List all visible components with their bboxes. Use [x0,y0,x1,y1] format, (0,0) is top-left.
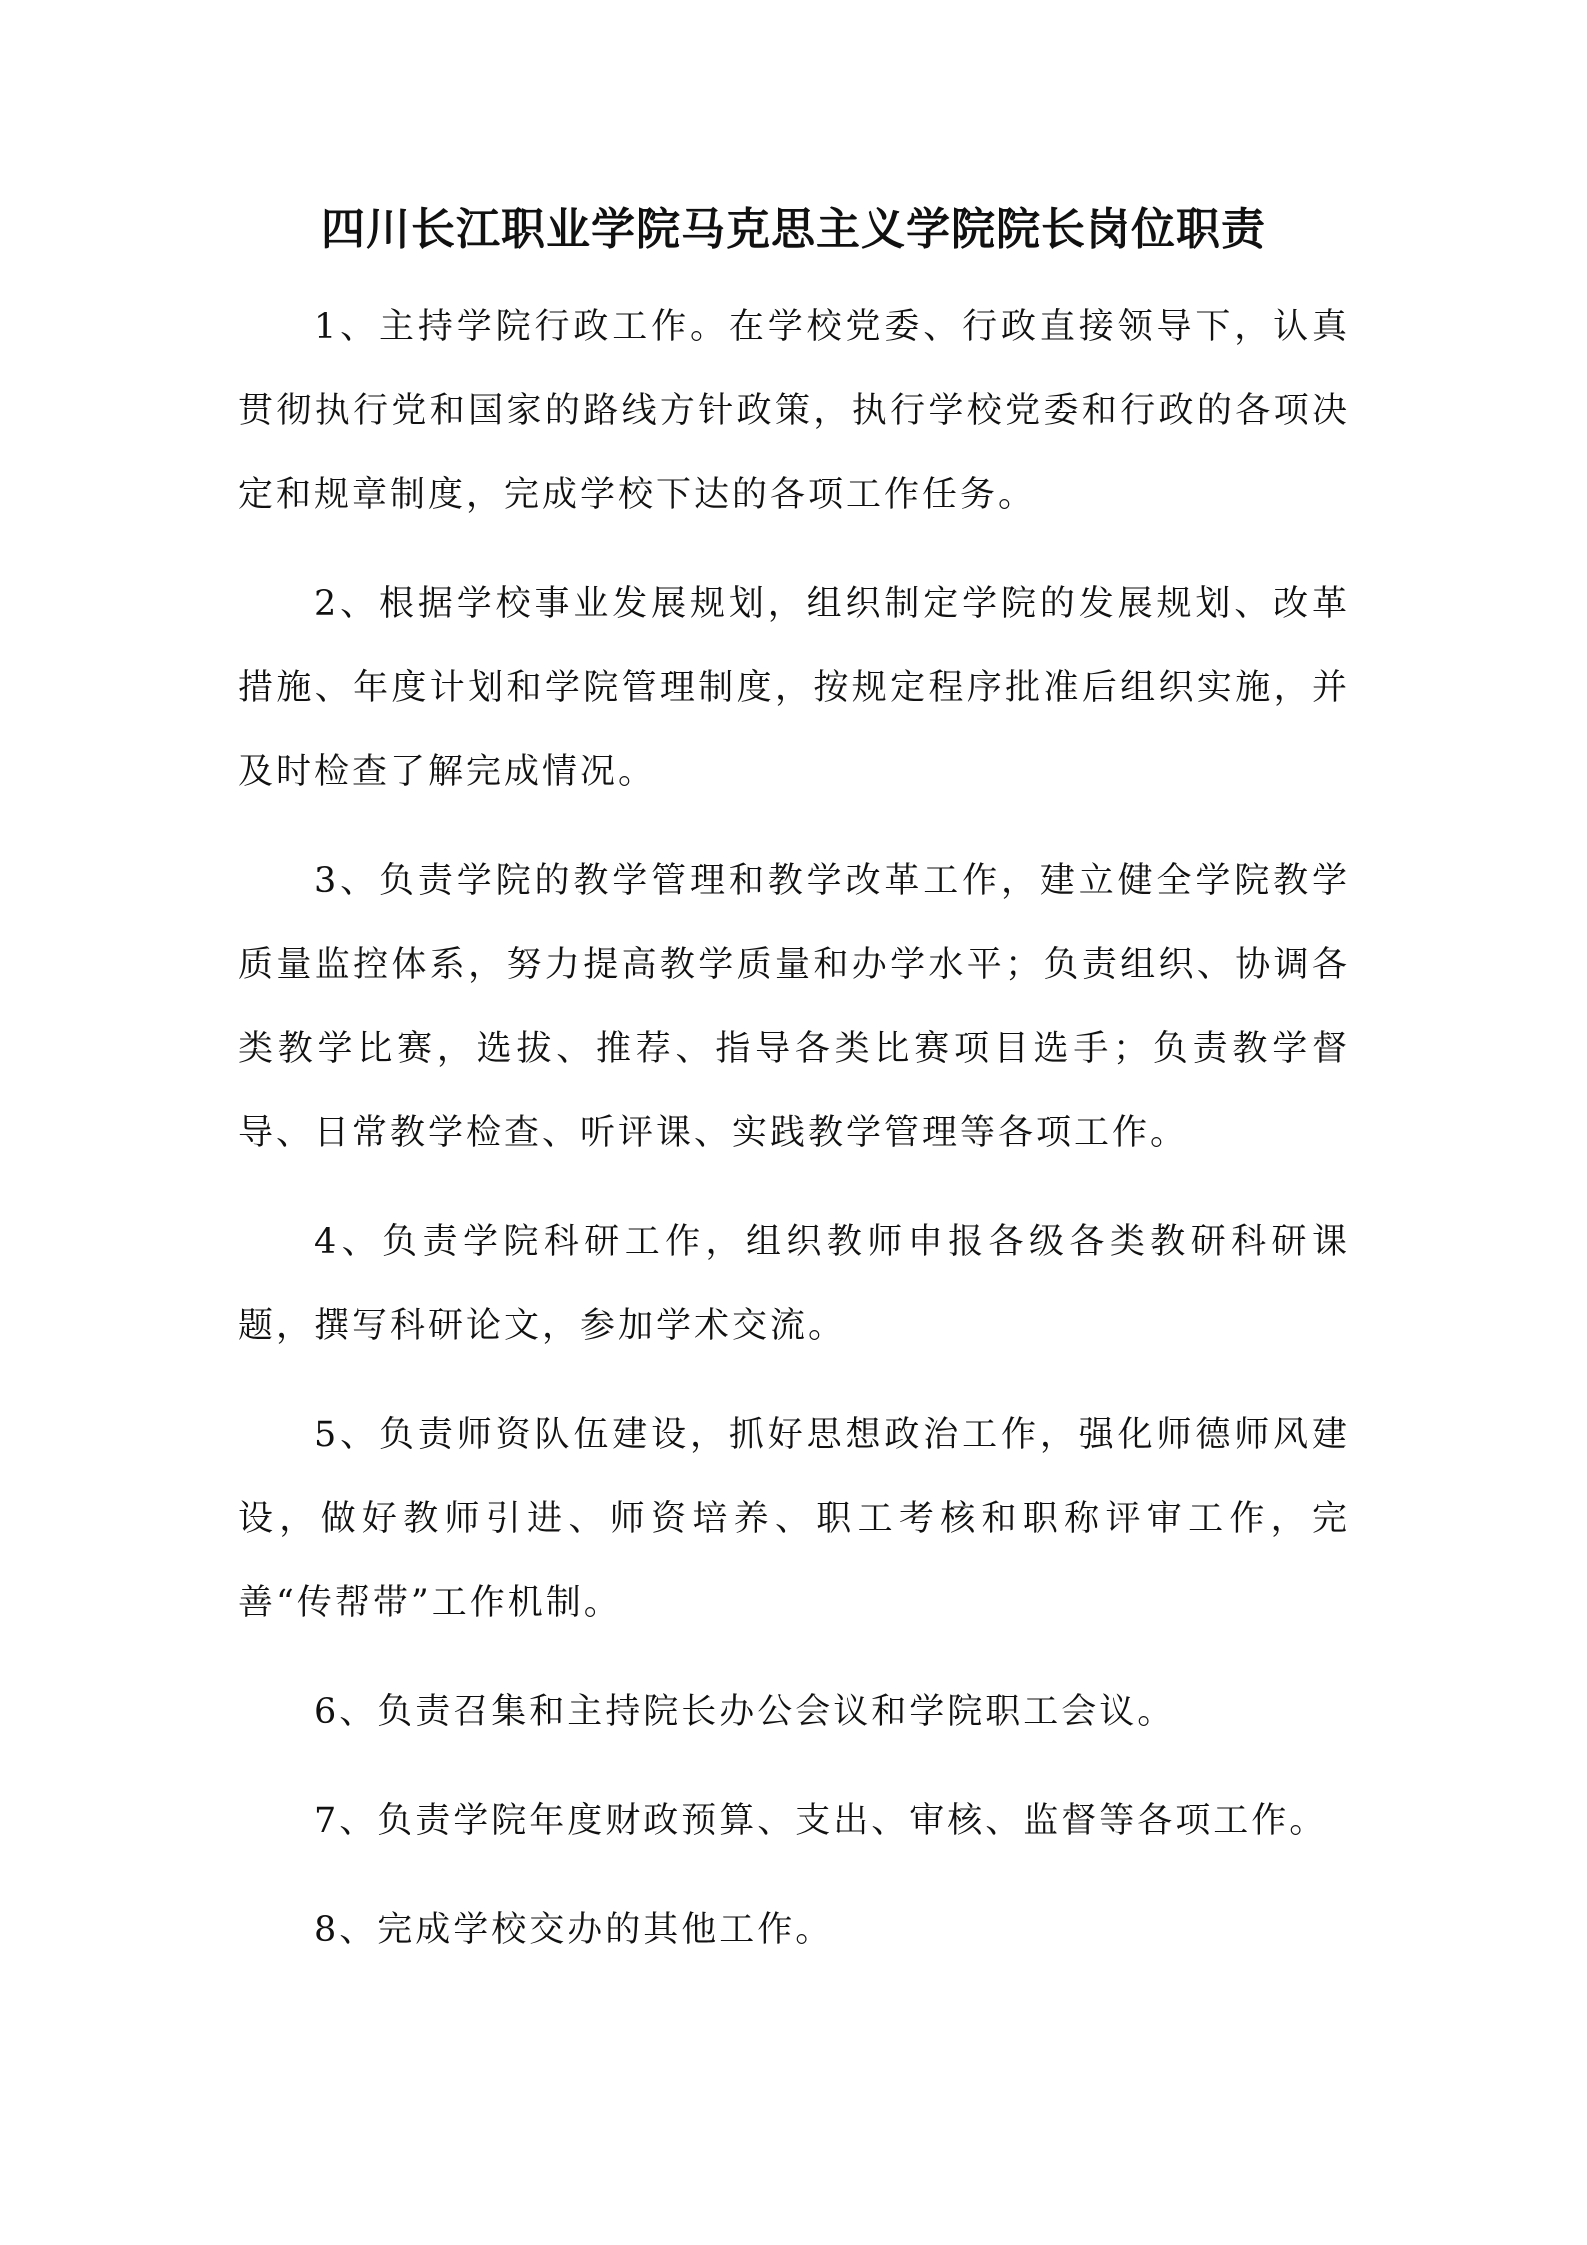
duty-item-1: 1、主持学院行政工作。在学校党委、行政直接领导下，认真贯彻执行党和国家的路线方针政策，执行学校党委和行政的各项决定和规章制度，完成学校下达的各项工作任务。 [238,307,1350,515]
duty-item-4: 4、负责学院科研工作，组织教师申报各级各类教研科研课题，撰写科研论文，参加学术交流。 [238,1222,1350,1346]
duty-item-5: 5、负责师资队伍建设，抓好思想政治工作，强化师德师风建设，做好教师引进、师资培养、职工考核和职称评审工作，完善“传帮带”工作机制。 [238,1415,1350,1623]
document-body [238,285,1350,1997]
document-title: 四川长江职业学院马克思主义学院院长岗位职责 [321,204,1266,255]
duty-item-6: 6、负责召集和主持院长办公会议和学院职工会议。 [314,1692,1176,1732]
duty-item-8: 8、完成学校交办的其他工作。 [314,1910,834,1950]
duty-item-3: 3、负责学院的教学管理和教学改革工作，建立健全学院教学质量监控体系，努力提高教学质量和办学水平；负责组织、协调各类教学比赛，选拔、推荐、指导各类比赛项目选手；负责教学督导、日常教学检查、听评课、实践教学管理等各项工作。 [238,861,1350,1153]
duty-item-2: 2、根据学校事业发展规划，组织制定学院的发展规划、改革措施、年度计划和学院管理制度，按规定程序批准后组织实施，并及时检查了解完成情况。 [238,584,1350,792]
duty-item-7: 7、负责学院年度财政预算、支出、审核、监督等各项工作。 [314,1801,1328,1841]
